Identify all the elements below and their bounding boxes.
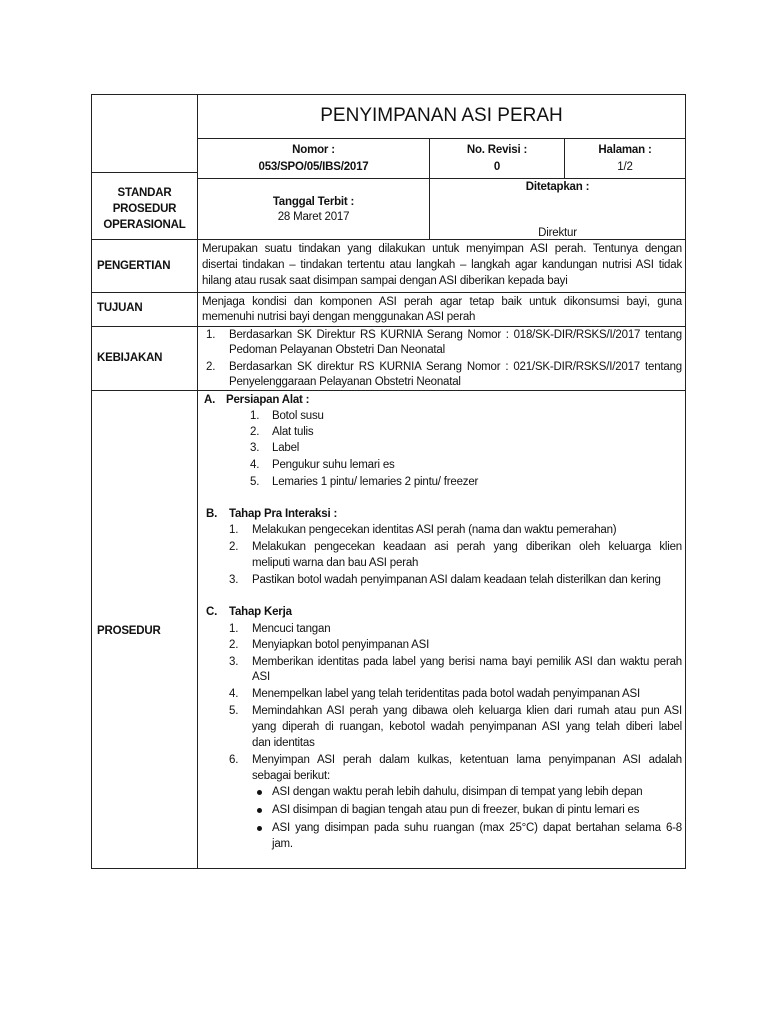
nomor-value: 053/SPO/05/IBS/2017 — [258, 161, 369, 173]
section-b-letter: B. — [206, 508, 218, 520]
document-title: PENYIMPANAN ASI PERAH — [320, 105, 563, 126]
c3-line2: ASI — [252, 671, 270, 683]
c4-text: Menempelkan label yang telah teridentitas pada botol wadah penyimpanan ASI — [252, 688, 640, 700]
section-c-title: Tahap Kerja — [229, 606, 292, 618]
tujuan-label: TUJUAN — [97, 302, 143, 314]
bullet3-line1: ASI yang disimpan pada suhu ruangan (max 25°C) dapat bertahan selama 6-8 — [272, 822, 682, 834]
section-b-title: Tahap Pra Interaksi : — [229, 508, 338, 520]
section-a-letter: A. — [204, 394, 216, 406]
bullet-icon — [257, 790, 262, 795]
halaman-label: Halaman : — [598, 144, 652, 156]
kebijakan-number-1: 1. — [206, 329, 216, 341]
c5-line1: Memindahkan ASI perah yang dibawa oleh keluarga klien dari rumah atau pun ASI — [252, 705, 682, 717]
b2-number: 2. — [229, 541, 239, 553]
a-item-number: 5. — [250, 476, 260, 488]
nomor-label: Nomor : — [292, 144, 335, 156]
kebijakan-item2-line1: Berdasarkan SK direktur RS KURNIA Serang Nomor : 021/SK-DIR/RSKS/I/2017 tentang — [229, 361, 682, 373]
prosedur-label: PROSEDUR — [97, 625, 161, 637]
spo-label-line2: PROSEDUR — [112, 203, 177, 215]
bullet1-text: ASI dengan waktu perah lebih dahulu, disimpan di tempat yang lebih depan — [272, 786, 643, 798]
b1-number: 1. — [229, 524, 239, 536]
a-item-text: Lemaries 1 pintu/ lemaries 2 pintu/ freezer — [272, 476, 479, 488]
c1-number: 1. — [229, 623, 239, 635]
kebijakan-item2-line2: Penyelenggaraan Pelayanan Obstetri Neonatal — [229, 376, 461, 388]
kebijakan-label: KEBIJAKAN — [97, 352, 163, 364]
pengertian-line3: hilang atau rusak saat disimpan sampai dengan ASI diberikan kepada bayi — [202, 275, 568, 287]
c5-line2: yang diperah di ruangan, kebotol wadah penyimpanan ASI yang telah diberi label — [252, 721, 682, 733]
b2-line2: meliputi warna dan bau ASI perah — [252, 557, 419, 569]
c5-number: 5. — [229, 705, 239, 717]
bullet3-line2: jam. — [272, 838, 293, 850]
a-item-number: 3. — [250, 442, 260, 454]
a-item-number: 1. — [250, 410, 260, 422]
b3-text: Pastikan botol wadah penyimpanan ASI dalam keadaan telah disterilkan dan kering — [252, 574, 661, 586]
c6-line2: sebagai berikut: — [252, 770, 330, 782]
b2-line1: Melakukan pengecekan keadaan asi perah yang diberikan oleh keluarga klien — [252, 541, 682, 553]
c6-number: 6. — [229, 754, 239, 766]
a-item-number: 2. — [250, 426, 260, 438]
pengertian-label: PENGERTIAN — [97, 260, 171, 272]
c5-line3: dan identitas — [252, 737, 315, 749]
a-item-text: Pengukur suhu lemari es — [272, 459, 395, 471]
a-item-text: Alat tulis — [272, 426, 314, 438]
section-a-title: Persiapan Alat : — [226, 394, 310, 406]
spo-label-line1: STANDAR — [117, 187, 172, 199]
tujuan-line1: Menjaga kondisi dan komponen ASI perah agar tetap baik untuk dikonsumsi bayi, guna — [202, 296, 682, 308]
revisi-label: No. Revisi : — [466, 144, 528, 156]
c3-line1: Memberikan identitas pada label yang berisi nama bayi pemilik ASI dan waktu perah — [252, 656, 682, 668]
c4-number: 4. — [229, 688, 239, 700]
kebijakan-item1-line2: Pedoman Pelayanan Obstetri Dan Neonatal — [229, 344, 445, 356]
terbit-value: 28 Maret 2017 — [277, 211, 350, 223]
a-item-text: Label — [272, 442, 300, 454]
bullet2-text: ASI disimpan di bagian tengah atau pun di freezer, bukan di pintu lemari es — [272, 804, 640, 816]
revisi-value: 0 — [493, 161, 501, 173]
logo-cell — [91, 94, 198, 173]
b1-text: Melakukan pengecekan identitas ASI perah (nama dan waktu pemerahan) — [252, 524, 617, 536]
halaman-value: 1/2 — [617, 161, 633, 173]
b3-number: 3. — [229, 574, 239, 586]
terbit-label: Tanggal Terbit : — [272, 196, 355, 208]
pengertian-line2: disertai tindakan – tindakan tertentu atau langkah – langkah agar kandungan nutrisi ASI tidak — [202, 259, 682, 271]
pengertian-line1: Merupakan suatu tindakan yang dilakukan untuk menyimpan ASI perah. Tentunya dengan — [202, 243, 682, 255]
bullet-icon — [257, 826, 262, 831]
a-item-text: Botol susu — [272, 410, 324, 422]
ditetapkan-label: Ditetapkan : — [525, 181, 590, 193]
bullet-icon — [257, 808, 262, 813]
c2-text: Menyiapkan botol penyimpanan ASI — [252, 639, 430, 651]
kebijakan-number-2: 2. — [206, 361, 216, 373]
kebijakan-item1-line1: Berdasarkan SK Direktur RS KURNIA Serang Nomor : 018/SK-DIR/RSKS/I/2017 tentang — [229, 329, 682, 341]
section-c-letter: C. — [206, 606, 218, 618]
tujuan-line2: memenuhi nutrisi bayi dengan menggunakan ASI perah — [202, 311, 476, 323]
c1-text: Mencuci tangan — [252, 623, 331, 635]
a-item-number: 4. — [250, 459, 260, 471]
c3-number: 3. — [229, 656, 239, 668]
c2-number: 2. — [229, 639, 239, 651]
spo-label-line3: OPERASIONAL — [103, 219, 186, 231]
direktur-label: Direktur — [538, 227, 577, 239]
c6-line1: Menyimpan ASI perah dalam kulkas, ketentuan lama penyimpanan ASI adalah — [252, 754, 682, 766]
